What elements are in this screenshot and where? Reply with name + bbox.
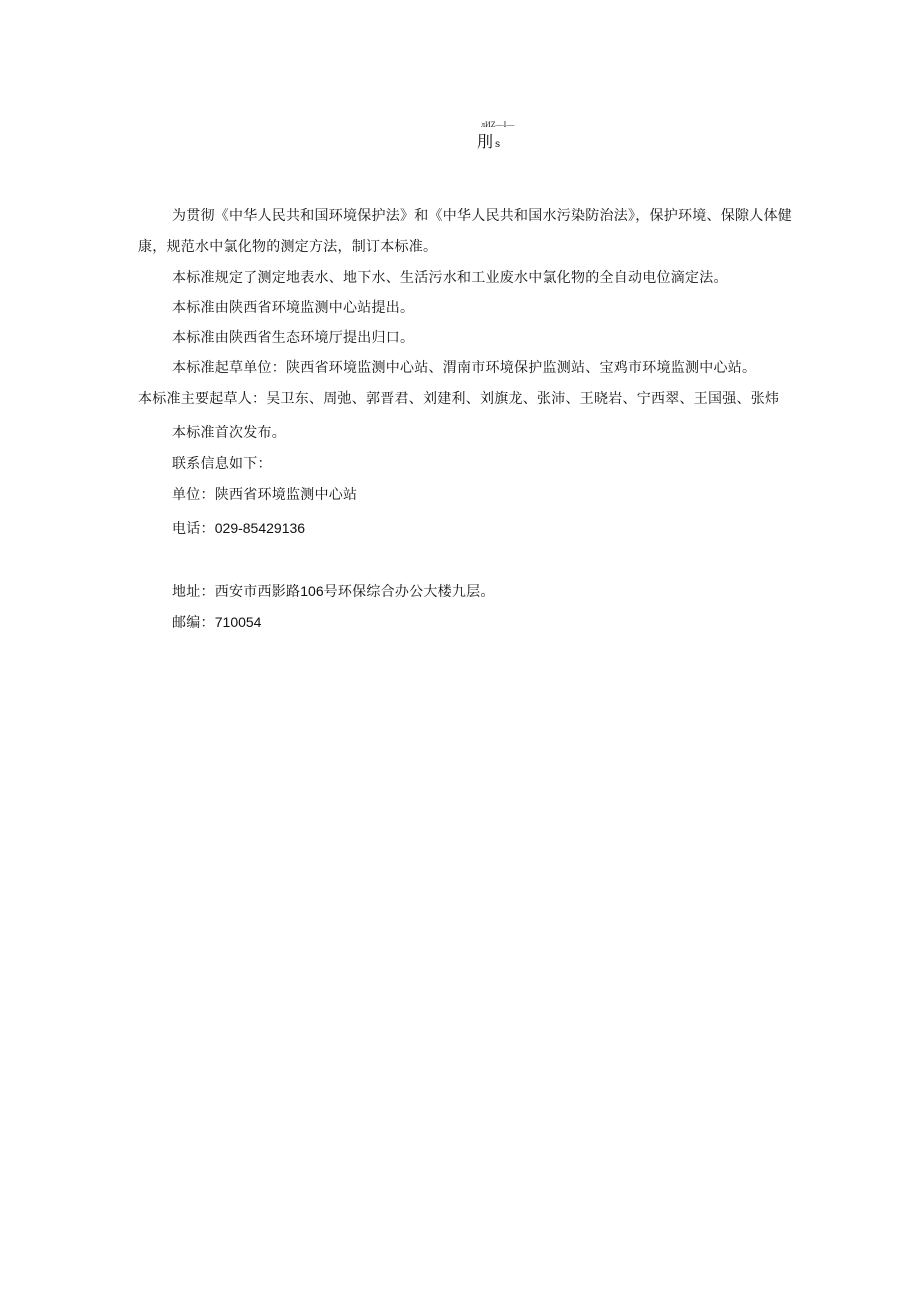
contact-postcode-value: 710054 bbox=[214, 614, 262, 630]
paragraph-first-release: 本标准首次发布。 bbox=[172, 425, 286, 441]
paragraph-proposed-by: 本标准由陕西省环境监测中心站提出。 bbox=[172, 300, 415, 316]
contact-unit-label: 单位： bbox=[172, 487, 215, 503]
contact-address-number: 106 bbox=[300, 583, 324, 599]
page-title bbox=[477, 129, 500, 152]
contact-phone bbox=[172, 520, 305, 537]
contact-postcode-label: 邮编： bbox=[172, 615, 215, 631]
contact-address-prefix: 西安市西影路 bbox=[214, 584, 301, 600]
contact-unit-value: 陕西省环境监测中心站 bbox=[214, 487, 358, 503]
paragraph-managed-by: 本标准由陕西省生态环境厅提出归口。 bbox=[172, 330, 415, 346]
paragraph-drafters: 本标准主要起草人：吴卫东、周弛、郭晋君、刘建利、刘旗龙、张沛、王晓岩、宁西翠、王国强、张炜 bbox=[138, 391, 780, 407]
contact-postcode bbox=[172, 614, 261, 631]
paragraph-purpose-line-2: 康，规范水中氯化物的测定方法，制订本标准。 bbox=[138, 239, 438, 255]
contact-unit bbox=[172, 487, 357, 503]
contact-phone-value: 029-85429136 bbox=[214, 520, 306, 536]
paragraph-scope: 本标准规定了测定地表水、地下水、生活污水和工业废水中氯化物的全自动电位滴定法。 bbox=[172, 270, 728, 286]
contact-phone-label: 电话： bbox=[172, 521, 215, 537]
page-title-main: 刖 bbox=[477, 132, 494, 151]
heading-artifact-text: лИZ—I— bbox=[481, 120, 515, 129]
contact-address-label: 地址： bbox=[172, 584, 215, 600]
page-title-suffix: s bbox=[495, 139, 501, 150]
paragraph-purpose-line-1: 为贯彻《中华人民共和国环境保护法》和《中华人民共和国水污染防治法》，保护环境、保隙人体健 bbox=[172, 208, 792, 224]
paragraph-drafting-units: 本标准起草单位：陕西省环境监测中心站、渭南市环境保护监测站、宝鸡市环境监测中心站。 bbox=[172, 360, 757, 376]
paragraph-contact-intro: 联系信息如下： bbox=[172, 456, 272, 472]
contact-address bbox=[172, 583, 495, 600]
contact-address-suffix: 号环保综合办公大楼九层。 bbox=[323, 584, 495, 600]
